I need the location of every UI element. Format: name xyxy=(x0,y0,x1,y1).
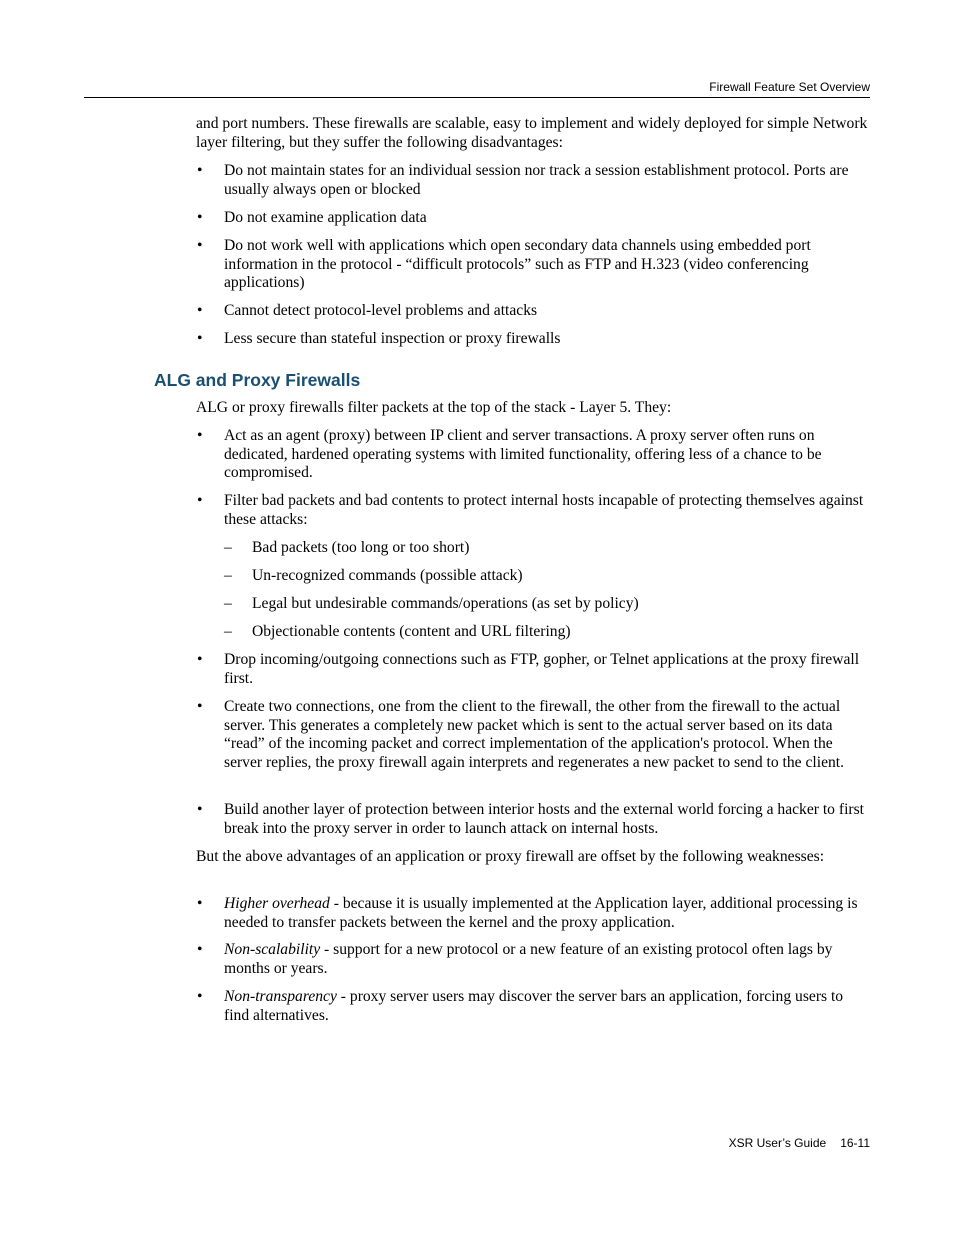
sub-bullet-1: Bad packets (too long or too short) xyxy=(252,539,470,556)
bullet-marker: • xyxy=(197,237,203,254)
intro-bullet-3: Do not work well with applications which open secondary data channels using embedded port information in the protocol - “difficult protocols” such as FTP and H.323 (video conferencing applications) xyxy=(224,237,811,292)
running-header: Firewall Feature Set Overview xyxy=(709,80,870,94)
weakness-term: Higher overhead xyxy=(224,895,330,912)
page-number: 16-11 xyxy=(840,1136,870,1150)
section-heading: ALG and Proxy Firewalls xyxy=(154,370,361,390)
bullet-marker: • xyxy=(197,651,203,668)
dash-marker: – xyxy=(224,567,232,584)
bullet-marker: • xyxy=(197,427,203,444)
bullet-marker: • xyxy=(197,801,203,818)
bullet-marker: • xyxy=(197,209,203,226)
alg-bullet-4: Create two connections, one from the client to the firewall, the other from the firewall to the actual server. This generates a completely new packet which is sent to the actual server based on its data “read” of the incoming packet and correct implementation of the application's protocol. When the server replies, the proxy firewall again interprets and regenerates a new packet to send to the client. xyxy=(224,698,845,772)
section-lead-paragraph: ALG or proxy firewalls filter packets at the top of the stack - Layer 5. They: xyxy=(196,399,672,416)
weakness-term: Non-transparency xyxy=(224,988,337,1005)
weakness-item-3 xyxy=(224,988,870,1025)
alg-bullet-2: Filter bad packets and bad contents to protect internal hosts incapable of protecting themselves against these attacks: xyxy=(224,492,864,528)
sub-bullet-3: Legal but undesirable commands/operations (as set by policy) xyxy=(252,595,639,612)
sub-bullet-2: Un-recognized commands (possible attack) xyxy=(252,567,523,584)
weakness-item-2 xyxy=(224,941,870,978)
dash-marker: – xyxy=(224,539,232,556)
bullet-marker: • xyxy=(197,988,203,1005)
weakness-description: - support for a new protocol or a new feature of an existing protocol often lags by months or years. xyxy=(224,941,833,977)
weakness-item-1 xyxy=(224,895,870,932)
intro-paragraph: and port numbers. These firewalls are scalable, easy to implement and widely deployed for simple Network layer filtering, but they suffer the following disadvantages: xyxy=(196,115,868,151)
bullet-marker: • xyxy=(197,302,203,319)
running-footer xyxy=(729,1136,870,1150)
bullet-marker: • xyxy=(197,162,203,179)
weakness-term: Non-scalability xyxy=(224,941,321,958)
intro-bullet-2: Do not examine application data xyxy=(224,209,427,226)
weakness-description: - because it is usually implemented at the Application layer, additional processing is needed to transfer packets between the kernel and the proxy application. xyxy=(224,895,858,931)
alg-bullet-1: Act as an agent (proxy) between IP client and server transactions. A proxy server often runs on dedicated, hardened operating systems with limited functionality, offering less of a chance to be compromised. xyxy=(224,427,822,482)
dash-marker: – xyxy=(224,595,232,612)
weakness-description: - proxy server users may discover the server bars an application, forcing users to find alternatives. xyxy=(224,988,844,1024)
bullet-marker: • xyxy=(197,895,203,912)
bullet-marker: • xyxy=(197,941,203,958)
footer-guide-title: XSR User’s Guide xyxy=(728,1136,827,1150)
sub-bullet-4: Objectionable contents (content and URL filtering) xyxy=(252,623,571,640)
alg-bullet-5: Build another layer of protection between interior hosts and the external world forcing a hacker to first break into the proxy server in order to launch attack on internal hosts. xyxy=(224,801,864,837)
bullet-marker: • xyxy=(197,492,203,509)
dash-marker: – xyxy=(224,623,232,640)
intro-bullet-5: Less secure than stateful inspection or proxy firewalls xyxy=(224,330,561,347)
bullet-marker: • xyxy=(197,698,203,715)
header-rule xyxy=(84,97,870,98)
bullet-marker: • xyxy=(197,330,203,347)
weakness-lead-paragraph: But the above advantages of an application or proxy firewall are offset by the following weaknesses: xyxy=(196,848,825,865)
intro-bullet-4: Cannot detect protocol-level problems and attacks xyxy=(224,302,538,319)
alg-bullet-3: Drop incoming/outgoing connections such as FTP, gopher, or Telnet applications at the proxy firewall first. xyxy=(224,651,860,687)
intro-bullet-1: Do not maintain states for an individual session nor track a session establishment protocol. Ports are usually always open or blocked xyxy=(224,162,849,198)
